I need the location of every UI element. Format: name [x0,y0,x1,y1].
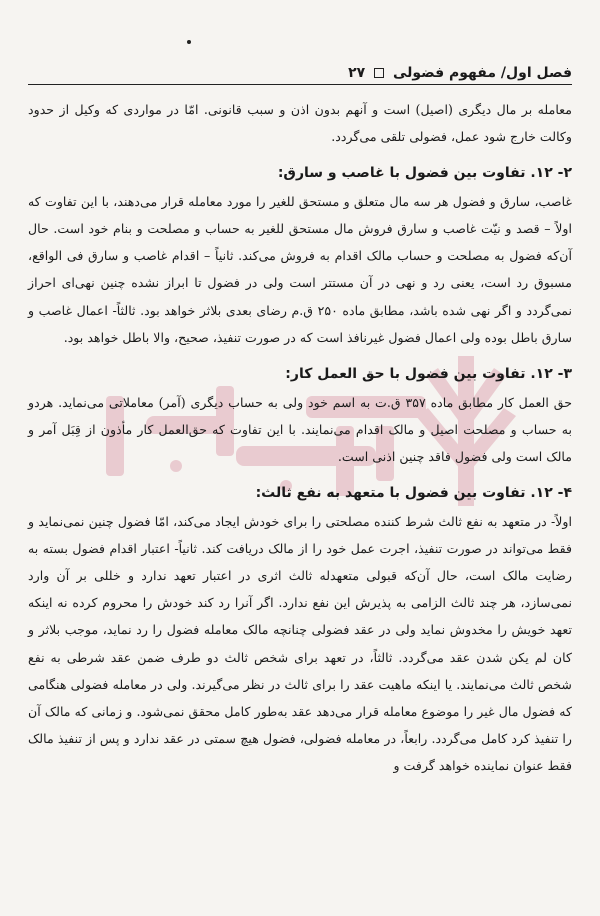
running-header [28,60,572,85]
square-bullet-icon [374,68,384,78]
header-chapter [348,65,572,84]
intro-paragraph: معامله بر مال دیگری (اصیل) است و آنهم بدون اذن و سبب قانونی. امّا در مواردی که وکیل از حدود وکالت خارج شود عمل، فضولی تلقی می‌گردد. [28,102,572,145]
section-heading: ۴- ۱۲. تفاوت بین فضول با متعهد به نفع ثالث: [255,485,572,502]
section-paragraph: غاصب، سارق و فضول هر سه مال متعلق و مستحق للغیر را مورد معامله قرار می‌دهند، با این تفاوت که اولاً – قصد و نیّت غاصب و سارق فروش مال مستحق للغیر به حساب و مصلحت و بنام خود است. حال آن‌که فضول به مصلحت و حساب مالک اقدام به فروش می‌کند. ثانیاً – اقدام غاصب و سارق فی الواقع، مسبوق رد است، یعنی رد و نهی در آن مستتر است ولی در فضول تا ابراز نشده چنین نهی‌ای احراز نمی‌گردد و اگر نهی شده باشد، مطابق ماده ۲۵۰ ق.م رضای بعدی بلاثر خواهد بود. ثالثاً- اعمال غاصب و سارق باطل بوده ولی اعمال فضول غیرنافذ است که در صورت تنفیذ، صحیح، والا باطل خواهد بود. [28,194,573,345]
page-body [28,96,572,779]
page-number: ۲۷ [348,65,366,81]
chapter-title: فصل اول/ مفهوم فضولی [392,65,572,81]
ink-dot [187,40,191,44]
section-heading: ۲- ۱۲. تفاوت بین فضول با غاصب و سارق: [277,165,572,182]
section-paragraph: حق العمل کار مطابق ماده ۳۵۷ ق.ت به اسم خود ولی به حساب دیگری (آمر) معاملاتی می‌نماید. هردو به حساب و مصلحت اصیل و مالک اقدام می‌نمایند. با این تفاوت که حق‌العمل کار مأذون از قِبَل آمر و مالک است ولی فضول فاقد چنین اذنی است. [28,394,572,464]
section-heading: ۳- ۱۲. تفاوت بین فضول با حق العمل کار: [285,365,572,382]
section-paragraph: اولاً- در متعهد به نفع ثالث شرط کننده مصلحتی را برای خودش ایجاد می‌کند، امّا فضول چنین نمی‌نماید و فقط می‌تواند در صورت تنفیذ، اجرت عمل خود را از مالک دریافت کند. ثانیاً- اعتبار اقدام فضول بسته به رضایت مالک است، حال آن‌که قبولی متعهدله ثالث اثری در اعتبار تعهد ندارد و خللی بر آن وارد نمی‌سازد، هر چند ثالث الزامی به پذیرش این نفع ندارد. اگر آنرا رد کند خودش را محروم کرده نه اینکه تعهد خویش را مخدوش نماید ولی در عقد فضولی چنانچه مالک معامله فضول را رد نماید، موجب بلاثر و کان لم یکن شدن عقد می‌گردد. ثالثاً، در تعهد برای شخص ثالث دو طرف ضمن عقد شرطی به نفع شخص ثالث می‌نمایند. یا اینکه ماهیت عقد را برای ثالث در نظر می‌گیرند. ولی در معامله فضولی هنگامی که فضول مال غیر را موضوع معامله قرار می‌دهد عقد به‌طور کامل محقق نمی‌شود. و زمانی که مالک آن را تنفیذ کرد کامل می‌گردد. رابعاً، در معامله فضولی، فضول هیچ سمتی در عقد ندارد و پس از تنفیذ مالک فقط عنوان نماینده خواهد گرفت و [28,514,572,773]
